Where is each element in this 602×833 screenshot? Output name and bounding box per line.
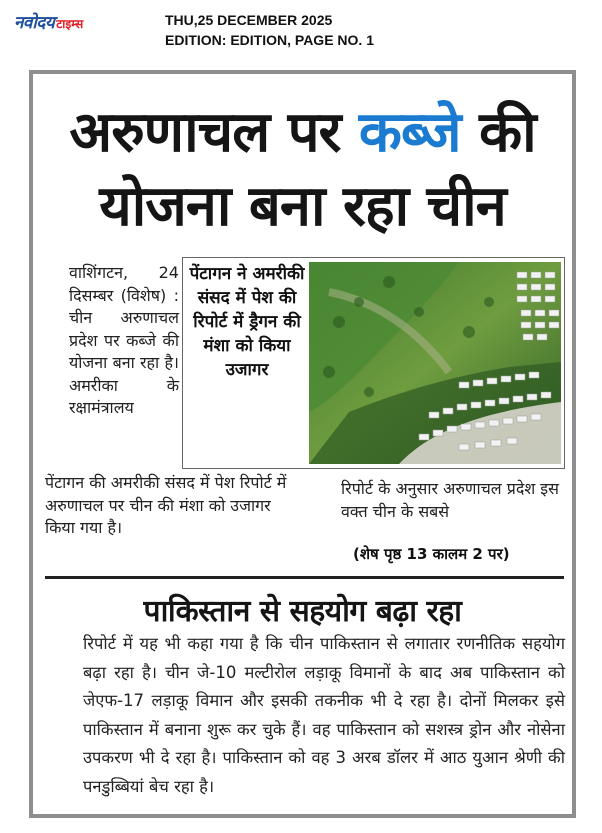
subheading: पाकिस्तान से सहयोग बढ़ा रहा <box>143 594 462 629</box>
headline-line-1 <box>33 98 572 168</box>
article-lead-text: वाशिंगटन, 24 दिसम्बर (विशेष) : चीन अरुणाचल प्रदेश पर कब्जे की योजना बना रहा है। अमरीका के रक्षामंत्रालय <box>69 263 179 417</box>
date-line: THU,25 DECEMBER 2025 <box>165 12 333 28</box>
aerial-photo-image <box>309 262 561 464</box>
photo-block <box>182 257 565 469</box>
article-clipping <box>29 70 576 818</box>
article-lead-column <box>45 262 179 420</box>
logo-main-text: नवोदय <box>14 13 55 33</box>
article-continuation-left <box>45 472 305 540</box>
photo-caption: पेंटागन ने अमरीकी संसद में पेश की रिपोर्ट में ड्रैगन की मंशा को किया उजागर <box>189 264 305 380</box>
headline-highlight: कब्जे <box>358 100 461 165</box>
masthead <box>0 0 602 52</box>
edition-line: EDITION: EDITION, PAGE NO. 1 <box>165 32 374 48</box>
continued-on-page-note: (शेष पृष्ठ 13 कालम 2 पर) <box>353 545 510 563</box>
newspaper-logo[interactable] <box>14 10 83 32</box>
article-body <box>45 630 565 802</box>
headline-pre: अरुणाचल पर <box>69 100 359 165</box>
section-divider <box>45 576 564 579</box>
headline-post: की <box>460 100 536 165</box>
aerial-photo[interactable] <box>309 262 561 464</box>
body-paragraph: रिपोर्ट में यह भी कहा गया है कि चीन पाकिस्तान से लगातार रणनीतिक सहयोग बढ़ा रहा है। चीन जे-10 मल्टीरोल लड़ाकू विमानों के बाद अब पाकिस्तान को जेएफ-17 लड़ाकू विमान और इसकी तकनीक भी दे रहा है। दोनों मिलकर इसे पाकिस्तान में बनाना शुरू कर चुके हैं। वह पाकिस्तान को सशस्त्र ड्रोन और नोसेना उपकरण भी दे रहा है। पाकिस्तान को वह 3 अरब डॉलर में आठ युआन श्रेणी की पनडुब्बियां बेच रहा है। <box>83 634 565 796</box>
edition-info <box>165 10 374 50</box>
continuation-left-text: पेंटागन की अमरीकी संसद में पेश रिपोर्ट में अरुणाचल पर चीन की मंशा को उजागर किया गया है। <box>45 473 287 537</box>
continuation-right-text: रिपोर्ट के अनुसार अरुणाचल प्रदेश इस वक्त चीन के सबसे <box>341 479 559 521</box>
headline-line-2: योजना बना रहा चीन <box>99 174 506 239</box>
article-continuation-right <box>323 478 565 523</box>
logo-sub-text: टाइम्स <box>56 17 84 31</box>
